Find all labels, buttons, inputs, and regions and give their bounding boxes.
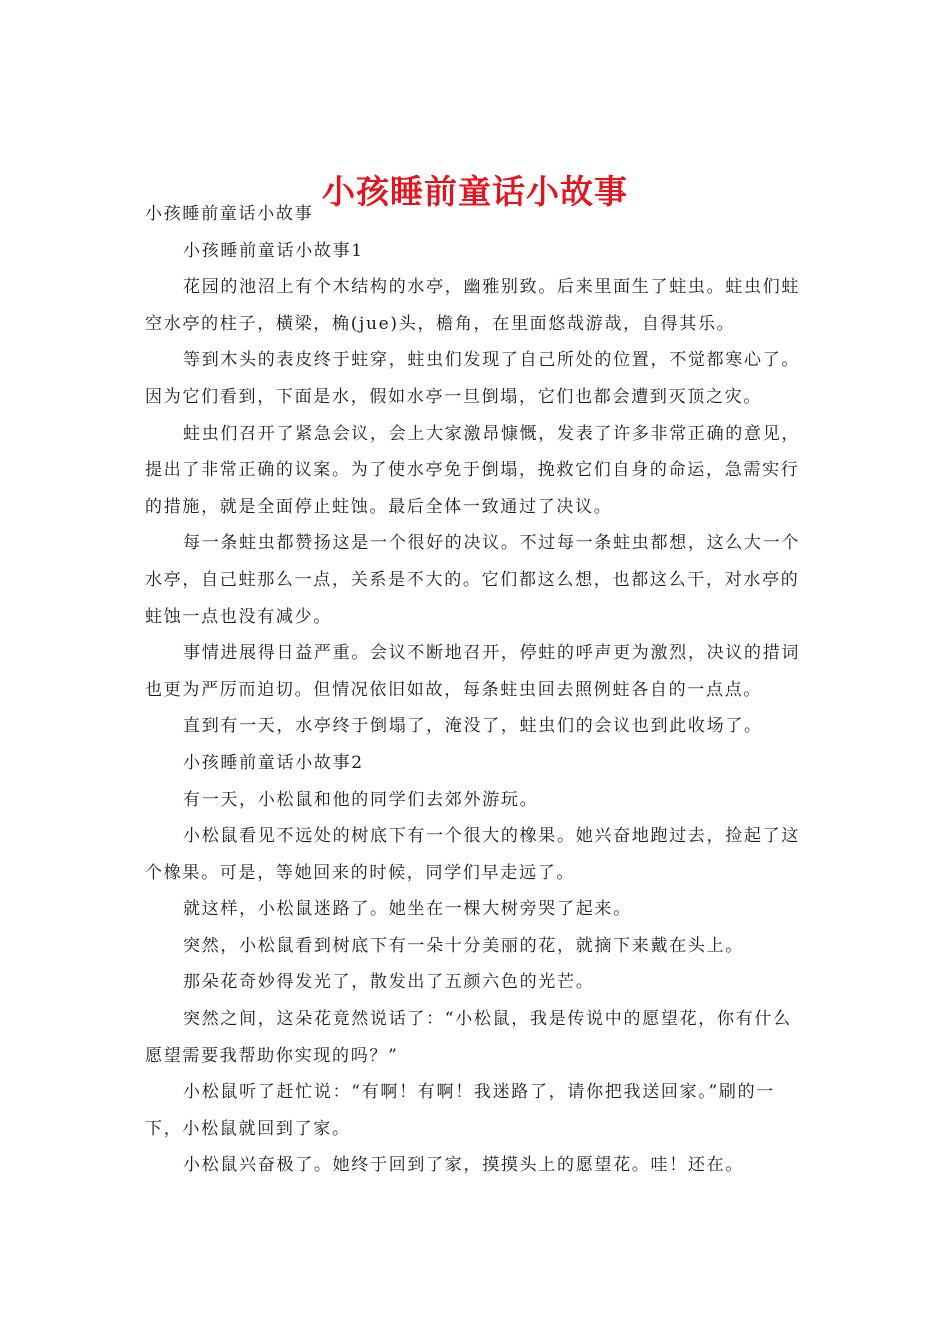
paragraph: 每一条蛀虫都赞扬这是一个很好的决议。不过每一条蛀虫都想，这么大一个水亭，自己蛀那么一点，关系是不大的。它们都这么想，也都这么干，对水亭的蛀蚀一点也没有减少。 xyxy=(145,533,801,627)
document-body xyxy=(145,196,810,1184)
paragraph: 那朵花奇妙得发光了，散发出了五颜六色的光芒。 xyxy=(183,972,595,993)
paragraph: 直到有一天，水亭终于倒塌了，淹没了，蛀虫们的会议也到此收场了。 xyxy=(183,716,763,737)
paragraph: 小松鼠看见不远处的树底下有一个很大的橡果。她兴奋地跑过去，捡起了这个橡果。可是，等她回来的时候，同学们早走远了。 xyxy=(145,826,801,883)
paragraph: 等到木头的表皮终于蛀穿，蛀虫们发现了自己所处的位置，不觉都寒心了。因为它们看到，下面是水，假如水亭一旦倒塌，它们也都会遭到灭顶之灾。 xyxy=(145,350,801,407)
paragraph: 小孩睡前童话小故事1 xyxy=(183,240,364,261)
paragraph: 有一天，小松鼠和他的同学们去郊外游玩。 xyxy=(183,789,539,810)
paragraph: 事情进展得日益严重。会议不断地召开，停蛀的呼声更为激烈，决议的措词也更为严厉而迫切。但情况依旧如故，每条蛀虫回去照例蛀各自的一点点。 xyxy=(145,643,801,700)
paragraph: 小孩睡前童话小故事 xyxy=(145,204,314,224)
paragraph: 花园的池沼上有个木结构的水亭，幽雅别致。后来里面生了蛀虫。蛀虫们蛀空水亭的柱子，横梁，桷(jue)头，檐角，在里面悠哉游哉，自得其乐。 xyxy=(145,277,801,334)
paragraph: 突然之间，这朵花竟然说话了：“小松鼠，我是传说中的愿望花，你有什么愿望需要我帮助你实现的吗？” xyxy=(145,1009,792,1066)
paragraph: 小松鼠听了赶忙说：“有啊！有啊！我迷路了，请你把我送回家。”刷的一下，小松鼠就回到了家。 xyxy=(145,1082,775,1139)
paragraph: 小松鼠兴奋极了。她终于回到了家，摸摸头上的愿望花。哇！还在。 xyxy=(183,1155,744,1176)
paragraph: 蛀虫们召开了紧急会议，会上大家激昂慷慨，发表了许多非常正确的意见，提出了非常正确的议案。为了使水亭免于倒塌，挽救它们自身的命运，急需实行的措施，就是全面停止蛀蚀。最后全体一致通过了决议。 xyxy=(145,423,801,517)
paragraph: 就这样，小松鼠迷路了。她坐在一棵大树旁哭了起来。 xyxy=(183,899,632,920)
paragraph: 突然，小松鼠看到树底下有一朵十分美丽的花，就摘下来戴在头上。 xyxy=(183,935,744,956)
paragraph: 小孩睡前童话小故事2 xyxy=(183,752,364,773)
document-title: 小孩睡前童话小故事 xyxy=(322,172,628,212)
